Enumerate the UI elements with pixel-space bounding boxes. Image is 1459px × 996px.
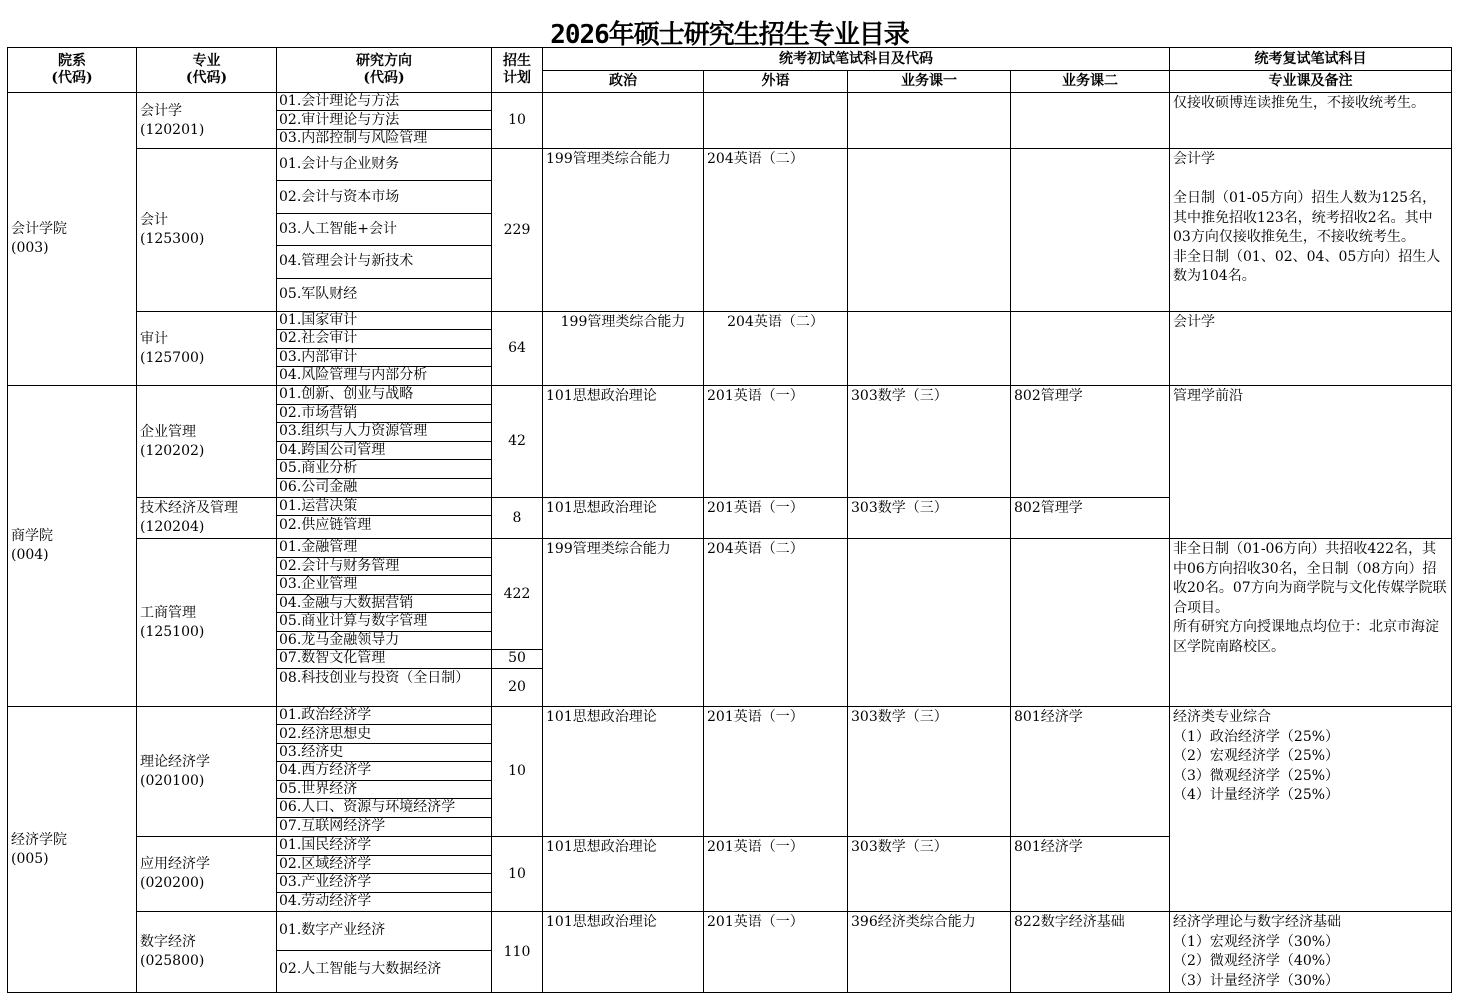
plan-cell: 229 — [492, 149, 543, 312]
major-cell — [137, 539, 277, 707]
direction-item: 03.经济史 — [277, 744, 491, 762]
major-code: (120202) — [140, 442, 205, 459]
direction-item: 05.商业分析 — [277, 460, 491, 479]
plan-cell: 42 — [492, 386, 543, 498]
table-row — [8, 707, 1452, 837]
retest-note-cell: 非全日制（01-06方向）共招收422名，其中06方向招收30名，全日制（08方向）招收20名。07方向为商学院与文化传媒学院联合项目。 所有研究方向授课地点均位于：北京市海淀区学院南路校区。 — [1170, 539, 1452, 707]
direction-item: 06.龙马金融领导力 — [277, 632, 491, 651]
table-row — [8, 93, 1452, 149]
foreign-cell: 201英语（一） — [704, 912, 848, 993]
course2-cell — [1011, 149, 1170, 312]
header-retest: 统考复试笔试科目 — [1170, 48, 1452, 71]
major-cell — [137, 837, 277, 912]
plan-cell: 8 — [492, 498, 543, 539]
retest-note-cell: 仅接收硕博连读推免生，不接收统考生。 — [1170, 93, 1452, 149]
table-row — [8, 312, 1452, 386]
course2-cell: 801经济学 — [1011, 707, 1170, 837]
direction-item: 03.内部控制与风险管理 — [279, 130, 428, 147]
table-row — [8, 149, 1452, 312]
direction-item: 01.政治经济学 — [277, 707, 491, 725]
direction-item: 01.会计理论与方法 — [277, 93, 491, 111]
course1-cell: 303数学（三） — [848, 837, 1011, 912]
foreign-cell: 201英语（一） — [704, 707, 848, 837]
politics-cell: 199管理类综合能力 — [543, 312, 704, 386]
direction-item: 04.管理会计与新技术 — [277, 246, 491, 278]
dept-name: 商学院 — [11, 528, 53, 544]
major-name: 会计 — [140, 212, 168, 228]
major-name: 审计 — [140, 330, 168, 347]
direction-item: 02.会计与资本市场 — [277, 181, 491, 213]
direction-item: 05.军队财经 — [279, 286, 358, 303]
politics-cell: 101思想政治理论 — [543, 912, 704, 993]
course1-cell — [848, 312, 1011, 386]
course2-cell: 802管理学 — [1011, 498, 1170, 539]
foreign-cell: 201英语（一） — [704, 498, 848, 539]
dept-cell — [8, 93, 137, 386]
header-major: 专业 (代码) — [137, 48, 277, 93]
direction-item: 02.供应链管理 — [279, 516, 372, 533]
direction-item: 02.审计理论与方法 — [277, 111, 491, 129]
directions-cell — [277, 912, 492, 993]
dept-name: 经济学院 — [11, 831, 67, 848]
direction-item: 02.区域经济学 — [277, 856, 491, 875]
course2-cell — [1011, 539, 1170, 707]
table-row — [8, 386, 1452, 498]
foreign-cell: 204英语（二） — [704, 149, 848, 312]
foreign-cell: 204英语（二） — [704, 312, 848, 386]
major-name: 应用经济学 — [140, 856, 210, 872]
table-row — [8, 912, 1452, 993]
politics-cell: 101思想政治理论 — [543, 386, 704, 498]
dept-code: (003) — [11, 240, 49, 256]
plan-cell: 10 — [492, 93, 543, 149]
header-foreign: 外语 — [704, 71, 848, 93]
course2-cell — [1011, 93, 1170, 149]
direction-item: 04.跨国公司管理 — [277, 442, 491, 461]
major-name: 理论经济学 — [140, 753, 210, 770]
direction-item: 03.产业经济学 — [277, 874, 491, 893]
plan-cell: 64 — [492, 312, 543, 386]
page-title: 2026年硕士研究生招生专业目录 — [550, 20, 909, 50]
header-plan: 招生 计划 — [492, 48, 543, 93]
header-politics: 政治 — [543, 71, 704, 93]
plan-cell — [492, 539, 543, 707]
major-cell — [137, 93, 277, 149]
direction-item: 01.数字产业经济 — [277, 912, 491, 951]
direction-item: 05.商业计算与数字管理 — [277, 613, 491, 632]
course2-cell: 822数字经济基础 — [1011, 912, 1170, 993]
major-cell — [137, 912, 277, 993]
direction-item: 02.市场营销 — [277, 405, 491, 424]
retest-note-cell: 会计学 — [1170, 312, 1452, 386]
directions-cell — [277, 386, 492, 498]
header-initial-exam: 统考初试笔试科目及代码 — [543, 48, 1170, 71]
course2-cell: 801经济学 — [1011, 837, 1170, 912]
dept-cell — [8, 707, 137, 993]
course1-cell: 303数学（三） — [848, 707, 1011, 837]
retest-note-cell: 经济类专业综合 （1）政治经济学（25%） （2）宏观经济学（25%） （3）微观经济学（25%） （4）计量经济学（25%） — [1170, 707, 1452, 912]
foreign-cell: 201英语（一） — [704, 386, 848, 498]
foreign-cell: 201英语（一） — [704, 837, 848, 912]
dept-code: (005) — [11, 850, 49, 867]
direction-item: 01.国民经济学 — [277, 837, 491, 856]
course1-cell: 303数学（三） — [848, 498, 1011, 539]
major-code: (125300) — [140, 231, 205, 247]
direction-item: 06.人口、资源与环境经济学 — [277, 799, 491, 817]
directions-cell — [277, 539, 492, 707]
direction-item: 02.会计与财务管理 — [277, 558, 491, 577]
dept-name: 会计学院 — [11, 221, 67, 237]
major-code: (020200) — [140, 875, 205, 891]
directions-cell — [277, 312, 492, 386]
major-code: (125100) — [140, 623, 205, 640]
major-cell — [137, 312, 277, 386]
catalog-body — [8, 93, 1452, 993]
politics-cell: 199管理类综合能力 — [543, 539, 704, 707]
major-cell — [137, 498, 277, 539]
direction-item: 01.国家审计 — [277, 312, 491, 330]
direction-item: 03.人工智能+会计 — [277, 214, 491, 246]
direction-item: 02.社会审计 — [277, 330, 491, 348]
direction-item: 01.创新、创业与战略 — [277, 386, 491, 405]
direction-item: 03.内部审计 — [277, 349, 491, 367]
direction-item: 01.会计与企业财务 — [277, 149, 491, 181]
course1-cell — [848, 149, 1011, 312]
directions-cell — [277, 93, 492, 149]
directions-cell — [277, 837, 492, 912]
major-cell — [137, 386, 277, 498]
direction-item: 01.运营决策 — [277, 498, 491, 516]
plan-cell: 10 — [492, 707, 543, 837]
direction-item: 02.经济思想史 — [277, 725, 491, 743]
politics-cell — [543, 93, 704, 149]
course1-cell — [848, 93, 1011, 149]
direction-item: 05.世界经济 — [277, 781, 491, 799]
directions-cell — [277, 149, 492, 312]
directions-cell — [277, 498, 492, 539]
course1-cell — [848, 539, 1011, 707]
major-cell — [137, 707, 277, 837]
direction-item: 07.数智文化管理 — [277, 650, 491, 669]
plan-value-08: 20 — [508, 678, 526, 695]
retest-note-cell: 经济学理论与数字经济基础 （1）宏观经济学（30%） （2）微观经济学（40%） （3）计量经济学（30%） — [1170, 912, 1452, 993]
major-name: 技术经济及管理 — [140, 500, 238, 516]
direction-item: 03.组织与人力资源管理 — [277, 423, 491, 442]
foreign-cell: 204英语（二） — [704, 539, 848, 707]
major-code: (020100) — [140, 772, 205, 789]
politics-cell: 101思想政治理论 — [543, 707, 704, 837]
major-cell — [137, 149, 277, 312]
major-name: 企业管理 — [140, 423, 196, 440]
header-course2: 业务课二 — [1011, 71, 1170, 93]
major-name: 数字经济 — [140, 934, 196, 950]
direction-item: 04.西方经济学 — [277, 762, 491, 780]
major-code: (125700) — [140, 349, 205, 366]
retest-note-cell: 会计学 全日制（01-05方向）招生人数为125名，其中推免招收123名，统考招收2名。其中03方向仅接收推免生，不接收统考生。 非全日制（01、02、04、05方向）招生人数为104名。 — [1170, 149, 1452, 312]
course2-cell — [1011, 312, 1170, 386]
table-row — [8, 539, 1452, 707]
politics-cell: 101思想政治理论 — [543, 498, 704, 539]
major-name: 工商管理 — [140, 604, 196, 621]
header-direction: 研究方向 (代码) — [277, 48, 492, 93]
catalog-table — [7, 47, 1452, 993]
direction-item: 03.企业管理 — [277, 576, 491, 595]
direction-item: 04.风险管理与内部分析 — [279, 367, 428, 384]
header-dept: 院系 (代码) — [8, 48, 137, 93]
retest-note-cell: 管理学前沿 — [1170, 386, 1452, 539]
dept-cell — [8, 386, 137, 707]
foreign-cell — [704, 93, 848, 149]
course1-cell: 303数学（三） — [848, 386, 1011, 498]
politics-cell: 199管理类综合能力 — [543, 149, 704, 312]
direction-item: 07.互联网经济学 — [279, 818, 386, 835]
header-course1: 业务课一 — [848, 71, 1011, 93]
course1-cell: 396经济类综合能力 — [848, 912, 1011, 993]
course2-cell: 802管理学 — [1011, 386, 1170, 498]
plan-cell: 110 — [492, 912, 543, 993]
plan-value-07: 50 — [492, 650, 542, 669]
major-code: (025800) — [140, 953, 205, 969]
direction-item: 08.科技创业与投资（全日制） — [279, 669, 470, 686]
plan-value: 422 — [492, 539, 542, 650]
major-code: (120201) — [140, 121, 205, 138]
direction-item: 06.公司金融 — [279, 479, 358, 496]
directions-cell — [277, 707, 492, 837]
dept-code: (004) — [11, 547, 49, 563]
direction-item: 02.人工智能与大数据经济 — [279, 961, 442, 978]
plan-cell: 10 — [492, 837, 543, 912]
politics-cell: 101思想政治理论 — [543, 837, 704, 912]
major-code: (120204) — [140, 519, 205, 535]
major-name: 会计学 — [140, 102, 182, 119]
direction-item: 04.金融与大数据营销 — [277, 595, 491, 614]
header-retest-sub: 专业课及备注 — [1170, 71, 1452, 93]
direction-item: 04.劳动经济学 — [279, 893, 372, 910]
direction-item: 01.金融管理 — [277, 539, 491, 558]
